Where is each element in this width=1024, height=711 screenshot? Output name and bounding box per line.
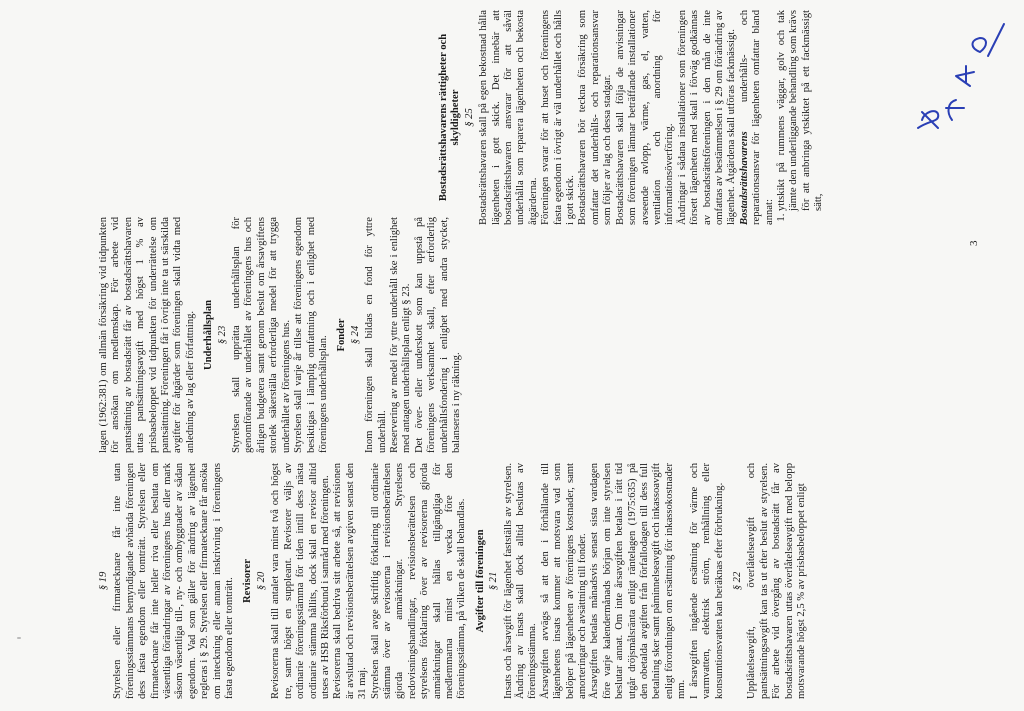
section-25-paragraph-5: Ändringar i sådana installationer som föreningen försett lägenheten med skall i förväg godkännas av bostadsrättsföreningen i den mån de inte omfattas av bestämmelsen i § 29 om förändring av lägenhet. Åtgärdena skall utföras fackmässigt.	[676, 10, 738, 225]
handwritten-note	[908, 16, 1008, 136]
section-25-paragraph-2: Föreningen svarar för att huset och föreningens fasta egendom i övrigt är väl underhållet och hålls i gott skick.	[540, 10, 577, 225]
section-23-title: § 23	[216, 325, 228, 345]
fonder-heading: Fonder	[336, 318, 348, 352]
section-25-paragraph-6-text: underhålls- och reparationsansvar för lägenheten omfattar bland annat:	[738, 10, 775, 225]
section-25-paragraph-3: Bostadsrättshavaren bör teckna försäkring som omfattar det underhålls- och reparationsansvar som följer av lag och dessa stadgar.	[577, 10, 614, 225]
term-bostadsrattshavarens: Bostadsrättshavarens	[738, 131, 750, 225]
section-25-paragraph-6	[739, 10, 776, 225]
avgifter-heading: Avgifter till föreningen	[474, 529, 486, 633]
section-25-paragraph-4: Bostadsrättshavaren skall följa de anvisningar som föreningen lämnar beträffande installationer avseende avlopp, värme, gas, el, vatten, ventilation och anordning för informationsöverföring.	[614, 10, 676, 225]
section-21-paragraph-2: Årsavgiften avvägs så att den i förhållande till lägenhetens insats kommer att motsvara vad som belöper på lägenheten av föreningens kostnader, samt amorteringar och avsättning till fonder.	[539, 463, 589, 699]
section-21-paragraph-1: Insats och årsavgift för lägenhet fastställs av styrelsen. Ändring av insats skall dock alltid beslutas av föreningsstämma.	[502, 463, 539, 699]
responsibility-list	[776, 10, 826, 225]
list-item: 1. yttskikt på rummens väggar, golv och tak jämte den underliggande behandling som krävs för att anbringa ytskiktet på ett fackmässigt sätt,	[776, 10, 826, 211]
section-22-paragraph-1: Upplåtelseavgift, överlåtelseavgift och pantsättningsavgift kan tas ut efter beslut av styrelsen. För arbete vid övergång av bostadsrätt får av bostadsrättshavaren uttas överlåtelseavgift med belopp motsvarande högst 2,5 % av prisbasbeloppet enligt	[746, 463, 807, 699]
continuation-text: lagen (1962:381) om allmän försäkring vid tidpunkten för ansökan om medlemskap. För arbete vid pantsättning av bostadsrätt får av bostadsrättshavaren uttas pantsättningsavgift med högst 1 % av prisbasbeloppet vid tidpunkten för underrättelse om pantsättning. Föreningen får i övrigt inte ta ut särskilda avgifter för åtgärder som föreningen skall vidta med anledning av lag eller författning.	[98, 217, 196, 453]
page-number: 3	[968, 240, 980, 246]
section-21-title: § 21	[488, 571, 500, 591]
section-25-paragraph-1: Bostadsrättshavaren skall på egen bekostnad hålla lägenheten i gott skick. Det innebär att bostadsrättshavaren ansvarar för att såväl underhålla som reparera lägenheten och bekosta åtgärderna.	[478, 10, 539, 225]
section-23-paragraph-2: Styrelsen skall varje år tillse att föreningens egendom besiktigas i lämplig omfattning och i enlighet med föreningens underhållsplan.	[293, 217, 329, 453]
rattigheter-heading: Bostadsrättshavarens rättigheter och skyldigheter	[438, 33, 462, 202]
section-22-title: § 22	[731, 571, 743, 591]
section-24-paragraph-1: Inom föreningen skall bildas en fond för yttre underhåll.	[364, 217, 388, 453]
right-column	[438, 10, 826, 225]
section-24-paragraph-2: Reservering av medel för yttre underhåll ske i enlighet med antagen underhållsplan enligt § 23.	[388, 217, 413, 453]
section-24-paragraph-3: Det över- eller underskott som kan uppstå på föreningens verksamhet skall, efter erforderlig underhållsfondering i enlighet med andra stycket, balanseras i ny räkning.	[413, 217, 462, 453]
section-21-paragraph-3: Årsavgiften betalas månadsvis senast sista vardagen före varje kalendermånads början om inte styrelsen beslutar annat. Om inte årsavgiften betalas i rätt tid utgår dröjsmålsränta enligt räntelagen (1975:635) på den obetalda avgiften från förfallodagen till dess full betalning sker samt påminnelseavgift och inkassoavgift enligt förordningen om ersättning för inkassokostnader mm.	[589, 463, 688, 699]
section-20-title: § 20	[255, 571, 267, 591]
section-24-title: § 24	[349, 325, 361, 345]
section-19-title: § 19	[98, 571, 109, 591]
section-20-paragraph-3: Styrelsen skall avge skriftlig förklaring till ordinarie stämma över av revisorerna i revisionsberättelsen gjorda anmärkningar. Styrelsens redovisningshandlingar, revisionsberättelsen och styrelsens förklaring över av revisorerna gjorda anmärkningar skall hållas tillgängliga för medlemmarna minst en vecka före den föreningsstämma, på vilken de skall behandlas.	[369, 463, 468, 699]
underhallsplan-heading: Underhållsplan	[203, 299, 215, 371]
section-21-paragraph-4: I årsavgiften ingående ersättning för värme och varmvatten, elektrisk ström, renhållning eller konsumtionsvatten kan beräknas efter förbrukning.	[688, 463, 725, 699]
section-19-text: Styrelsen eller firmatecknare får inte utan föreningsstämmans bemyndigande avhända föreningen dess fasta egendom eller tomträtt. Styrelsen eller firmatecknare får inte heller riva eller besluta om väsentliga förändringar av föreningens hus eller mark såsom väsentliga till-, ny- och ombyggnader av sådan egendom. Vad som gäller för ändring av lägenhet regleras i § 29. Styrelsen eller firmatecknare får ansöka om inteckning eller annan inskrivning i föreningens fasta egendom eller tomträtt.	[112, 463, 236, 699]
section-20-paragraph-2: Revisorerna skall bedriva sitt arbete så, att revisionen är avslutad och revisionsberättelsen avgiven senast den 31 maj.	[332, 463, 369, 699]
middle-column	[98, 217, 463, 453]
section-20-paragraph-1: Revisorerna skall till antalet vara minst två och högst tre, samt högst en suppleant. Revisorer väljs av ordinarie föreningsstämma för tiden intill dess nästa ordinarie stämma hållits, dock skall en revisor alltid utses av HSB Riksförbund i samråd med föreningen.	[270, 463, 331, 699]
section-25-title: § 25	[463, 108, 475, 127]
revisorer-heading: Revisorer	[242, 559, 254, 603]
left-column	[98, 463, 808, 699]
scan-speck	[17, 637, 21, 639]
section-23-paragraph-1: Styrelsen skall upprätta underhållsplan för genomförande av underhållet av föreningens hus och årligen budgetera samt genom beslut om årsavgiftens storlek säkerställa erforderliga medel för att trygga underhållet av föreningens hus.	[231, 217, 292, 453]
